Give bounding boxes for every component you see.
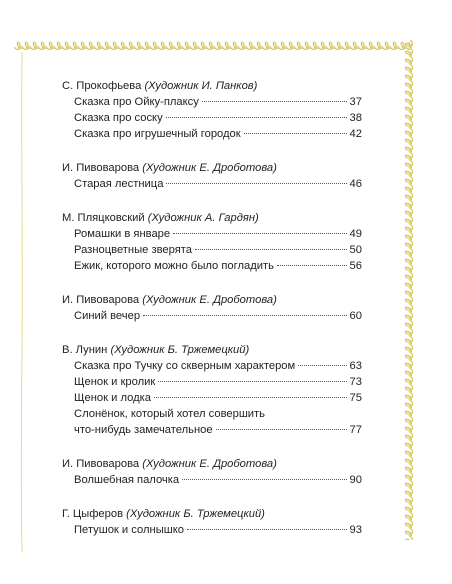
toc-section (62, 292, 362, 324)
illustrator-name: (Художник Б. Тржемецкий) (110, 344, 250, 356)
entry-page-number: 56 (349, 260, 362, 272)
toc-entry (62, 110, 362, 126)
entry-title: Синий вечер (74, 310, 141, 322)
author-name: В. Лунин (62, 344, 108, 356)
decorative-border-left (20, 52, 24, 552)
toc-entry (62, 374, 362, 390)
dot-leader (195, 249, 347, 250)
entry-page-number: 63 (349, 360, 362, 372)
entry-title: Волшебная палочка (74, 474, 180, 486)
toc-section (62, 160, 362, 192)
toc-section (62, 506, 362, 538)
author-heading (62, 78, 362, 94)
author-name: И. Пивоварова (62, 458, 140, 470)
dot-leader (187, 529, 347, 530)
toc-entry (62, 358, 362, 374)
entry-page-number: 38 (349, 112, 362, 124)
toc-entry (62, 472, 362, 488)
dot-leader (182, 479, 346, 480)
entry-title: Старая лестница (74, 178, 164, 190)
illustrator-name: (Художник Е. Дроботова) (142, 458, 277, 470)
author-name: С. Прокофьева (62, 80, 142, 92)
toc-entry (62, 226, 362, 242)
illustrator-name: (Художник Е. Дроботова) (142, 162, 277, 174)
entry-title: Щенок и лодка (74, 392, 151, 404)
author-heading (62, 292, 362, 308)
author-heading (62, 210, 362, 226)
dot-leader (166, 183, 346, 184)
author-name: И. Пивоварова (62, 294, 140, 306)
entry-page-number: 50 (349, 244, 362, 256)
entry-title: что-нибудь замечательное (74, 424, 213, 436)
entry-page-number: 37 (349, 96, 362, 108)
entry-page-number: 42 (349, 128, 362, 140)
illustrator-name: (Художник И. Панков) (144, 80, 258, 92)
toc-section (62, 342, 362, 438)
author-name: И. Пивоварова (62, 162, 140, 174)
entry-title: Ромашки в январе (74, 228, 171, 240)
decorative-border-top (14, 38, 410, 54)
entry-title: Сказка про Ойку-плаксу (74, 96, 199, 108)
dot-leader (154, 397, 347, 398)
toc-entry (62, 390, 362, 406)
author-heading (62, 342, 362, 358)
author-heading (62, 506, 362, 522)
table-of-contents (62, 78, 362, 556)
toc-section (62, 78, 362, 142)
entry-page-number: 49 (349, 228, 362, 240)
entry-page-number: 46 (349, 178, 362, 190)
toc-entry (62, 258, 362, 274)
illustrator-name: (Художник Б. Тржемецкий) (126, 508, 265, 520)
author-name: М. Пляцковский (62, 212, 145, 224)
dot-leader (244, 133, 347, 134)
toc-entry (62, 422, 362, 438)
toc-entry (62, 94, 362, 110)
toc-entry (62, 126, 362, 142)
toc-section (62, 456, 362, 488)
toc-entry (62, 242, 362, 258)
entry-title: Петушок и солнышко (74, 524, 184, 536)
toc-entry (62, 522, 362, 538)
entry-title: Щенок и кролик (74, 376, 156, 388)
entry-page-number: 90 (349, 474, 362, 486)
entry-page-number: 93 (349, 524, 362, 536)
entry-page-number: 75 (349, 392, 362, 404)
entry-title-line1: Слонёнок, который хотел совершить (74, 408, 266, 420)
author-heading (62, 456, 362, 472)
entry-title: Сказка про Тучку со скверным характером (74, 360, 296, 372)
dot-leader (166, 117, 347, 118)
dot-leader (158, 381, 346, 382)
toc-entry (62, 176, 362, 192)
entry-title: Сказка про игрушечный городок (74, 128, 241, 140)
entry-page-number: 77 (349, 424, 362, 436)
dot-leader (298, 365, 346, 366)
dot-leader (173, 233, 346, 234)
decorative-border-right (402, 40, 418, 540)
author-heading (62, 160, 362, 176)
illustrator-name: (Художник А. Гардян) (147, 212, 259, 224)
entry-title: Ежик, которого можно было погладить (74, 260, 274, 272)
dot-leader (143, 315, 346, 316)
entry-title: Разноцветные зверята (74, 244, 193, 256)
entry-page-number: 73 (349, 376, 362, 388)
dot-leader (216, 429, 347, 430)
entry-title: Сказка про соску (74, 112, 163, 124)
toc-entry (62, 308, 362, 324)
dot-leader (277, 265, 347, 266)
toc-section (62, 210, 362, 274)
author-name: Г. Цыферов (62, 508, 124, 520)
illustrator-name: (Художник Е. Дроботова) (142, 294, 277, 306)
dot-leader (202, 101, 347, 102)
entry-page-number: 60 (349, 310, 362, 322)
